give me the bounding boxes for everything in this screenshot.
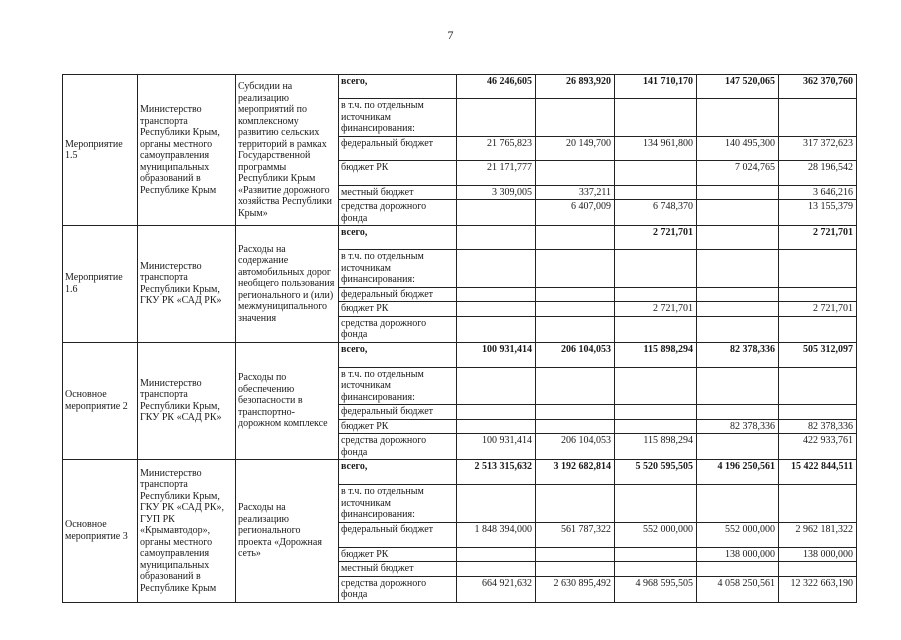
total-value-cell: 2 721,701 — [779, 226, 857, 250]
year-value-cell: 138 000,000 — [697, 547, 779, 562]
year-value-cell: 5 520 595,505 — [615, 460, 697, 485]
total-value-cell: 317 372,623 — [779, 136, 857, 160]
year-value-cell — [615, 547, 697, 562]
year-value-cell — [536, 419, 615, 434]
year-value-cell — [697, 434, 779, 460]
year-value-cell — [615, 367, 697, 405]
year-value-cell — [697, 485, 779, 523]
year-value-cell: 6 407,009 — [536, 200, 615, 226]
year-value-cell: 20 149,700 — [536, 136, 615, 160]
executor-cell: Министерство транспорта Республики Крым, ГКУ РК «САД РК» — [138, 342, 236, 460]
description-cell: Расходы на содержание автомобильных дорог необщего пользования регионального и (или) межмуниципального значения — [236, 226, 339, 343]
total-value-cell: 2 962 181,322 — [779, 522, 857, 547]
year-value-cell: 552 000,000 — [615, 522, 697, 547]
activity-cell: Мероприятие 1.6 — [63, 226, 138, 343]
year-value-cell — [697, 200, 779, 226]
year-value-cell: 4 968 595,505 — [615, 576, 697, 602]
year-value-cell — [615, 405, 697, 420]
year-value-cell — [536, 367, 615, 405]
year-value-cell — [457, 302, 536, 317]
year-value-cell: 4 058 250,561 — [697, 576, 779, 602]
funding-source-cell: федеральный бюджет — [339, 287, 457, 302]
year-value-cell: 140 495,300 — [697, 136, 779, 160]
activity-cell: Мероприятие 1.5 — [63, 75, 138, 226]
year-value-cell — [536, 160, 615, 185]
year-value-cell — [615, 250, 697, 288]
year-value-cell — [536, 562, 615, 577]
total-value-cell: 15 422 844,511 — [779, 460, 857, 485]
total-value-cell: 28 196,542 — [779, 160, 857, 185]
funding-source-cell: федеральный бюджет — [339, 405, 457, 420]
budget-table-body — [63, 75, 857, 603]
total-value-cell: 13 155,379 — [779, 200, 857, 226]
year-value-cell: 100 931,414 — [457, 434, 536, 460]
block-header-row — [63, 75, 857, 99]
year-value-cell — [457, 485, 536, 523]
year-value-cell: 664 921,632 — [457, 576, 536, 602]
year-value-cell: 100 931,414 — [457, 342, 536, 367]
year-value-cell — [697, 226, 779, 250]
year-value-cell — [457, 99, 536, 137]
funding-source-cell: в т.ч. по отдельным источникам финансирования: — [339, 485, 457, 523]
block-header-row — [63, 460, 857, 485]
year-value-cell: 141 710,170 — [615, 75, 697, 99]
total-value-cell — [779, 485, 857, 523]
year-value-cell — [536, 287, 615, 302]
funding-source-cell: местный бюджет — [339, 562, 457, 577]
year-value-cell: 115 898,294 — [615, 434, 697, 460]
funding-source-cell: всего, — [339, 75, 457, 99]
year-value-cell — [697, 99, 779, 137]
year-value-cell: 552 000,000 — [697, 522, 779, 547]
executor-cell: Министерство транспорта Республики Крым, органы местного самоуправления муниципальных образований в Республике Крым — [138, 75, 236, 226]
funding-source-cell: бюджет РК — [339, 419, 457, 434]
year-value-cell — [697, 185, 779, 200]
year-value-cell — [615, 485, 697, 523]
funding-source-cell: бюджет РК — [339, 547, 457, 562]
year-value-cell — [697, 316, 779, 342]
year-value-cell — [697, 405, 779, 420]
year-value-cell: 4 196 250,561 — [697, 460, 779, 485]
year-value-cell — [457, 200, 536, 226]
year-value-cell — [697, 302, 779, 317]
year-value-cell — [615, 160, 697, 185]
year-value-cell — [457, 562, 536, 577]
activity-cell: Основное мероприятие 2 — [63, 342, 138, 460]
year-value-cell — [536, 99, 615, 137]
page-number: 7 — [447, 28, 454, 42]
block-header-row — [63, 342, 857, 367]
year-value-cell — [536, 485, 615, 523]
funding-source-cell: бюджет РК — [339, 160, 457, 185]
year-value-cell — [536, 226, 615, 250]
year-value-cell — [615, 287, 697, 302]
year-value-cell: 115 898,294 — [615, 342, 697, 367]
funding-source-cell: федеральный бюджет — [339, 136, 457, 160]
description-cell: Субсидии на реализацию мероприятий по комплексному развитию сельских территорий в рамках Государственной программы Республики Крым «Развитие дорожного хозяйства Республики Крым» — [236, 75, 339, 226]
funding-source-cell: бюджет РК — [339, 302, 457, 317]
year-value-cell — [536, 250, 615, 288]
year-value-cell: 6 748,370 — [615, 200, 697, 226]
year-value-cell — [697, 250, 779, 288]
year-value-cell — [615, 99, 697, 137]
year-value-cell — [536, 316, 615, 342]
year-value-cell — [697, 287, 779, 302]
total-value-cell — [779, 287, 857, 302]
year-value-cell — [615, 185, 697, 200]
total-value-cell: 3 646,216 — [779, 185, 857, 200]
year-value-cell: 46 246,605 — [457, 75, 536, 99]
total-value-cell: 2 721,701 — [779, 302, 857, 317]
funding-source-cell: всего, — [339, 342, 457, 367]
budget-table — [62, 74, 857, 603]
total-value-cell: 422 933,761 — [779, 434, 857, 460]
total-value-cell — [779, 367, 857, 405]
year-value-cell: 206 104,053 — [536, 434, 615, 460]
year-value-cell: 561 787,322 — [536, 522, 615, 547]
year-value-cell — [615, 562, 697, 577]
year-value-cell: 7 024,765 — [697, 160, 779, 185]
year-value-cell — [457, 226, 536, 250]
year-value-cell: 2 721,701 — [615, 226, 697, 250]
year-value-cell: 21 765,823 — [457, 136, 536, 160]
funding-source-cell: в т.ч. по отдельным источникам финансирования: — [339, 367, 457, 405]
year-value-cell — [697, 562, 779, 577]
year-value-cell: 2 630 895,492 — [536, 576, 615, 602]
year-value-cell — [536, 302, 615, 317]
year-value-cell: 2 721,701 — [615, 302, 697, 317]
year-value-cell: 3 192 682,814 — [536, 460, 615, 485]
executor-cell: Министерство транспорта Республики Крым, ГКУ РК «САД РК», ГУП РК «Крымавтодор», органы местного самоуправления муниципальных образований в Республике Крым — [138, 460, 236, 603]
year-value-cell — [457, 405, 536, 420]
year-value-cell: 337,211 — [536, 185, 615, 200]
year-value-cell — [457, 367, 536, 405]
year-value-cell: 82 378,336 — [697, 342, 779, 367]
total-value-cell: 505 312,097 — [779, 342, 857, 367]
total-value-cell — [779, 405, 857, 420]
year-value-cell — [457, 419, 536, 434]
description-cell: Расходы по обеспечению безопасности в транспортно-дорожном комплексе — [236, 342, 339, 460]
total-value-cell: 82 378,336 — [779, 419, 857, 434]
funding-source-cell: всего, — [339, 460, 457, 485]
year-value-cell: 2 513 315,632 — [457, 460, 536, 485]
total-value-cell: 138 000,000 — [779, 547, 857, 562]
total-value-cell: 12 322 663,190 — [779, 576, 857, 602]
year-value-cell: 134 961,800 — [615, 136, 697, 160]
year-value-cell: 147 520,065 — [697, 75, 779, 99]
year-value-cell — [615, 419, 697, 434]
funding-source-cell: в т.ч. по отдельным источникам финансирования: — [339, 250, 457, 288]
funding-source-cell: средства дорожного фонда — [339, 434, 457, 460]
year-value-cell: 21 171,777 — [457, 160, 536, 185]
year-value-cell: 26 893,920 — [536, 75, 615, 99]
funding-source-cell: федеральный бюджет — [339, 522, 457, 547]
total-value-cell — [779, 99, 857, 137]
description-cell: Расходы на реализацию регионального проекта «Дорожная сеть» — [236, 460, 339, 603]
funding-source-cell: средства дорожного фонда — [339, 576, 457, 602]
executor-cell: Министерство транспорта Республики Крым, ГКУ РК «САД РК» — [138, 226, 236, 343]
year-value-cell — [457, 316, 536, 342]
year-value-cell: 82 378,336 — [697, 419, 779, 434]
funding-source-cell: в т.ч. по отдельным источникам финансирования: — [339, 99, 457, 137]
funding-source-cell: всего, — [339, 226, 457, 250]
year-value-cell — [615, 316, 697, 342]
year-value-cell — [457, 287, 536, 302]
year-value-cell — [536, 547, 615, 562]
total-value-cell: 362 370,760 — [779, 75, 857, 99]
funding-source-cell: местный бюджет — [339, 185, 457, 200]
total-value-cell — [779, 562, 857, 577]
year-value-cell — [457, 547, 536, 562]
total-value-cell — [779, 250, 857, 288]
year-value-cell: 206 104,053 — [536, 342, 615, 367]
year-value-cell — [536, 405, 615, 420]
block-header-row — [63, 226, 857, 250]
year-value-cell — [457, 250, 536, 288]
year-value-cell: 1 848 394,000 — [457, 522, 536, 547]
year-value-cell — [697, 367, 779, 405]
funding-source-cell: средства дорожного фонда — [339, 316, 457, 342]
year-value-cell: 3 309,005 — [457, 185, 536, 200]
activity-cell: Основное мероприятие 3 — [63, 460, 138, 603]
total-value-cell — [779, 316, 857, 342]
funding-source-cell: средства дорожного фонда — [339, 200, 457, 226]
